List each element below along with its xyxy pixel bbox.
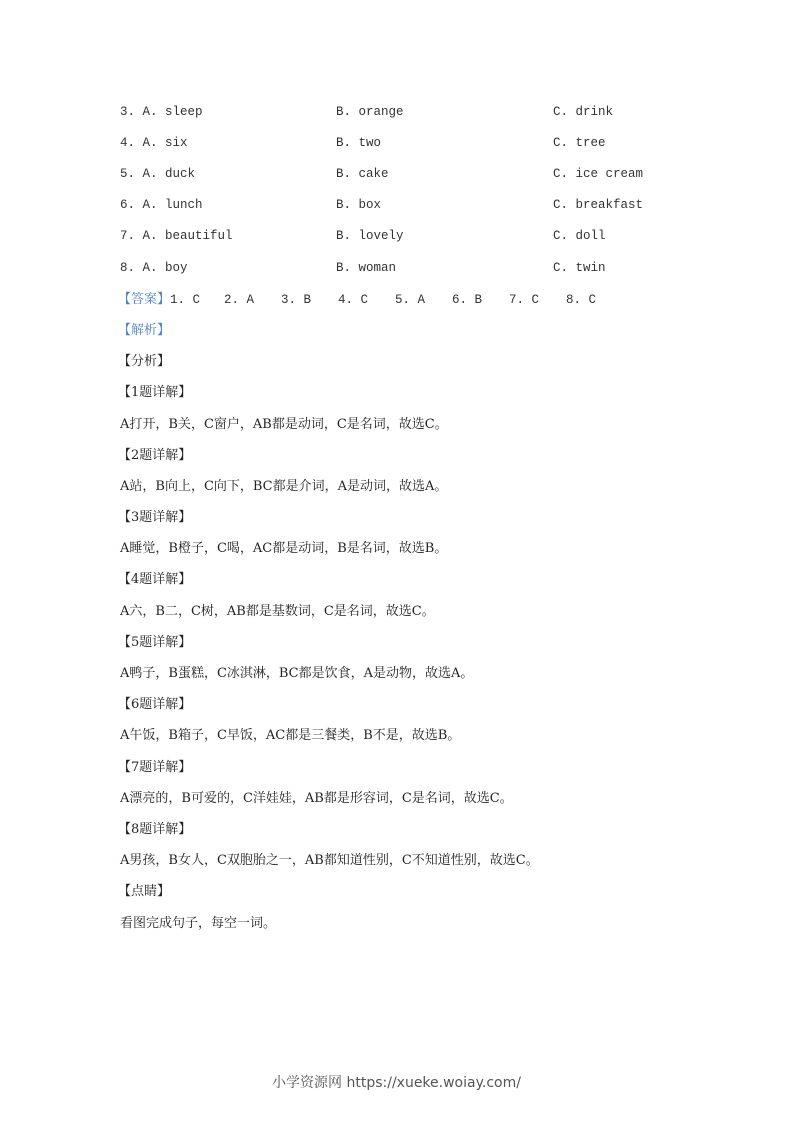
detail-text-6: A午饭，B箱子，C早饭，AC都是三餐类，B不是，故选B。: [120, 728, 461, 743]
answer-item: 2. A: [224, 293, 255, 307]
answer-item: 3. B: [281, 293, 312, 307]
question-row-6: [120, 198, 680, 214]
option-b: B. orange: [336, 105, 404, 119]
detail-text-7: A漂亮的，B可爱的，C洋娃娃，AB都是形容词，C是名词，故选C。: [120, 791, 513, 806]
option-b: B. lovely: [336, 229, 404, 243]
option-c: C. tree: [553, 136, 606, 150]
detail-heading-2: 【2题详解】: [118, 448, 192, 463]
detail-heading-7: 【7题详解】: [118, 760, 192, 775]
answer-item: 1. C: [170, 293, 201, 307]
option-a: 4. A. six: [120, 136, 188, 150]
detail-heading-1: 【1题详解】: [118, 385, 192, 400]
option-c: C. drink: [553, 105, 614, 119]
question-row-7: [120, 229, 680, 245]
detail-text-5: A鸭子，B蛋糕，C冰淇淋，BC都是饮食，A是动物，故选A。: [120, 666, 474, 681]
option-b: B. cake: [336, 167, 389, 181]
option-b: B. box: [336, 198, 382, 212]
detail-heading-8: 【8题详解】: [118, 822, 192, 837]
dianjing-text: 看图完成句子，每空一词。: [120, 916, 277, 931]
option-b: B. woman: [336, 261, 397, 275]
answer-item: 7. C: [509, 293, 540, 307]
detail-text-2: A站，B向上，C向下，BC都是介词，A是动词，故选A。: [120, 479, 448, 494]
dianjing-label: 【点睛】: [118, 884, 171, 899]
detail-heading-4: 【4题详解】: [118, 572, 192, 587]
option-c: C. breakfast: [553, 198, 644, 212]
answer-item: 5. A: [395, 293, 426, 307]
detail-text-8: A男孩，B女人，C双胞胎之一，AB都知道性别，C不知道性别，故选C。: [120, 853, 539, 868]
option-a: 3. A. sleep: [120, 105, 203, 119]
question-row-3: [120, 105, 680, 121]
detail-text-4: A六，B二，C树，AB都是基数词，C是名词，故选C。: [120, 604, 435, 619]
fenxi-label: 【分析】: [118, 354, 171, 369]
answer-item: 8. C: [566, 293, 597, 307]
answer-item: 6. B: [452, 293, 483, 307]
footer-watermark: 小学资源网 https://xueke.woiay.com/: [272, 1075, 521, 1091]
option-a: 8. A. boy: [120, 261, 188, 275]
analysis-label: 【解析】: [118, 323, 171, 338]
option-c: C. ice cream: [553, 167, 644, 181]
detail-heading-6: 【6题详解】: [118, 697, 192, 712]
question-row-4: [120, 136, 680, 152]
question-row-5: [120, 167, 680, 183]
answer-item: 4. C: [338, 293, 369, 307]
option-c: C. twin: [553, 261, 606, 275]
option-c: C. doll: [553, 229, 606, 243]
detail-text-3: A睡觉，B橙子，C喝，AC都是动词，B是名词，故选B。: [120, 541, 448, 556]
detail-heading-5: 【5题详解】: [118, 635, 192, 650]
option-a: 7. A. beautiful: [120, 229, 233, 243]
option-a: 5. A. duck: [120, 167, 196, 181]
answer-label: 【答案】: [118, 292, 171, 307]
question-row-8: [120, 261, 680, 277]
option-b: B. two: [336, 136, 382, 150]
option-a: 6. A. lunch: [120, 198, 203, 212]
detail-heading-3: 【3题详解】: [118, 510, 192, 525]
answer-line: [118, 292, 623, 308]
detail-text-1: A打开，B关，C窗户，AB都是动词，C是名词，故选C。: [120, 417, 448, 432]
